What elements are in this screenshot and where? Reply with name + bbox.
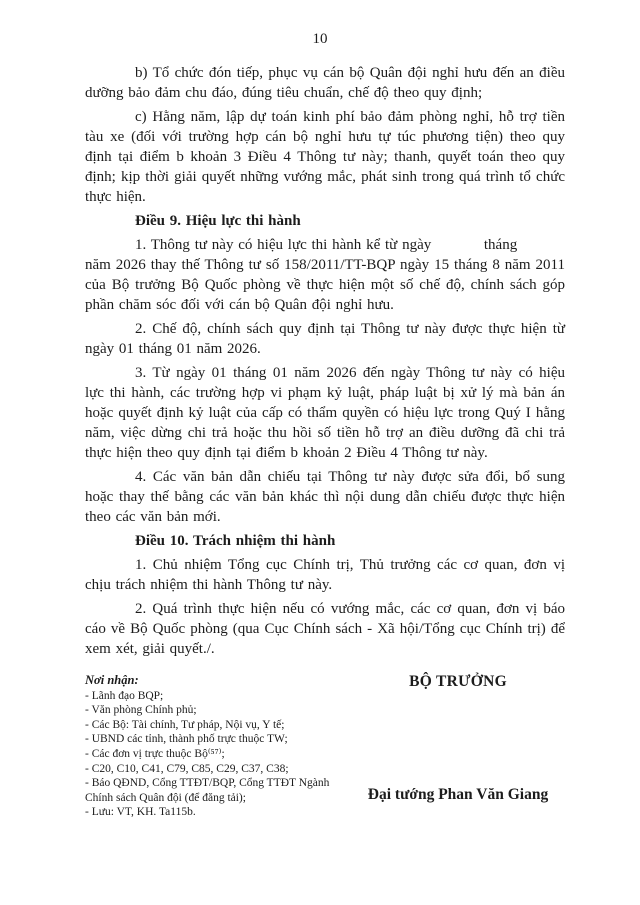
article-9-clause-2: 2. Chế độ, chính sách quy định tại Thông tư này được thực hiện từ ngày 01 tháng 01 năm 2026. xyxy=(85,321,565,357)
signer-name: Đại tướng Phan Văn Giang xyxy=(367,786,549,803)
article-10-clause-2: 2. Quá trình thực hiện nếu có vướng mắc, các cơ quan, đơn vị báo cáo về Bộ Quốc phòng (qua Cục Chính sách - Xã hội/Tổng cục Chính trị) để xem xét, giải quyết./. xyxy=(85,601,565,657)
recipient-item: - UBND các tỉnh, thành phố trực thuộc TW; xyxy=(85,733,288,746)
article-10-clause-1: 1. Chủ nhiệm Tổng cục Chính trị, Thủ trưởng các cơ quan, đơn vị chịu trách nhiệm thi hành Thông tư này. xyxy=(85,557,565,593)
paragraph-point-c: c) Hằng năm, lập dự toán kinh phí bảo đảm phòng nghỉ, hỗ trợ tiền tàu xe (đối với trường hợp cán bộ nghỉ hưu tự túc phương tiện) theo quy định tại điểm b khoản 3 Điều 4 Thông tư này; thanh, quyết toán theo quy định; kịp thời giải quyết những vướng mắc, phát sinh trong quá trình tổ chức thực hiện. xyxy=(85,109,565,205)
recipient-list xyxy=(85,689,351,820)
recipient-item: - Lưu: VT, KH. Ta115b. xyxy=(85,806,196,819)
recipients-block xyxy=(85,673,351,820)
article-9-clause-1: 1. Thông tư này có hiệu lực thi hành kể từ ngày tháng năm 2026 thay thế Thông tư số 158/2011/TT-BQP ngày 15 tháng 8 năm 2011 của Bộ trưởng Bộ Quốc phòng về thực hiện một số chế độ, chính sách góp phần chăm sóc đối với cán bộ Quân đội nghỉ hưu. xyxy=(85,237,565,313)
article-9-clause-4: 4. Các văn bản dẫn chiếu tại Thông tư này được sửa đổi, bổ sung hoặc thay thế bằng các văn bản khác thì nội dung dẫn chiếu được thực hiện theo các văn bản mới. xyxy=(85,469,565,525)
signature-block xyxy=(351,673,565,804)
recipient-item: - C20, C10, C41, C79, C85, C29, C37, C38; xyxy=(85,762,289,775)
article-9-clause-3: 3. Từ ngày 01 tháng 01 năm 2026 đến ngày Thông tư này có hiệu lực thi hành, các trường hợp vi phạm kỷ luật, pháp luật bị xử lý mà bản án hoặc quyết định kỷ luật của cấp có thẩm quyền có hiệu lực trong Quý I hằng năm, việc dừng chi trả hoặc thu hồi số tiền hỗ trợ an điều dưỡng đã chi trả thực hiện theo quy định tại điểm b khoản 2 Điều 4 Thông tư này. xyxy=(85,365,565,461)
page-number: 10 xyxy=(312,31,328,47)
paragraph-point-b: b) Tổ chức đón tiếp, phục vụ cán bộ Quân đội nghỉ hưu đến an điều dưỡng bảo đảm chu đáo, đúng tiêu chuẩn, chế độ theo quy định; xyxy=(85,65,565,101)
article-9-heading: Điều 9. Hiệu lực thi hành xyxy=(135,213,301,229)
document-footer xyxy=(0,673,640,820)
signer-title: BỘ TRƯỞNG xyxy=(409,673,507,690)
recipients-label: Nơi nhận: xyxy=(85,673,139,687)
article-10-heading: Điều 10. Trách nhiệm thi hành xyxy=(135,533,336,549)
recipient-item: - Lãnh đạo BQP; xyxy=(85,689,164,702)
recipient-item: - Báo QĐND, Cổng TTĐT/BQP, Cổng TTĐT Ngành Chính sách Quân đội (để đăng tải); xyxy=(85,777,330,804)
recipient-item: - Các đơn vị trực thuộc Bộ⁽⁵⁷⁾; xyxy=(85,747,225,760)
document-body xyxy=(0,48,640,659)
recipient-item: - Văn phòng Chính phủ; xyxy=(85,704,197,717)
recipient-item: - Các Bộ: Tài chính, Tư pháp, Nội vụ, Y tế; xyxy=(85,718,285,731)
